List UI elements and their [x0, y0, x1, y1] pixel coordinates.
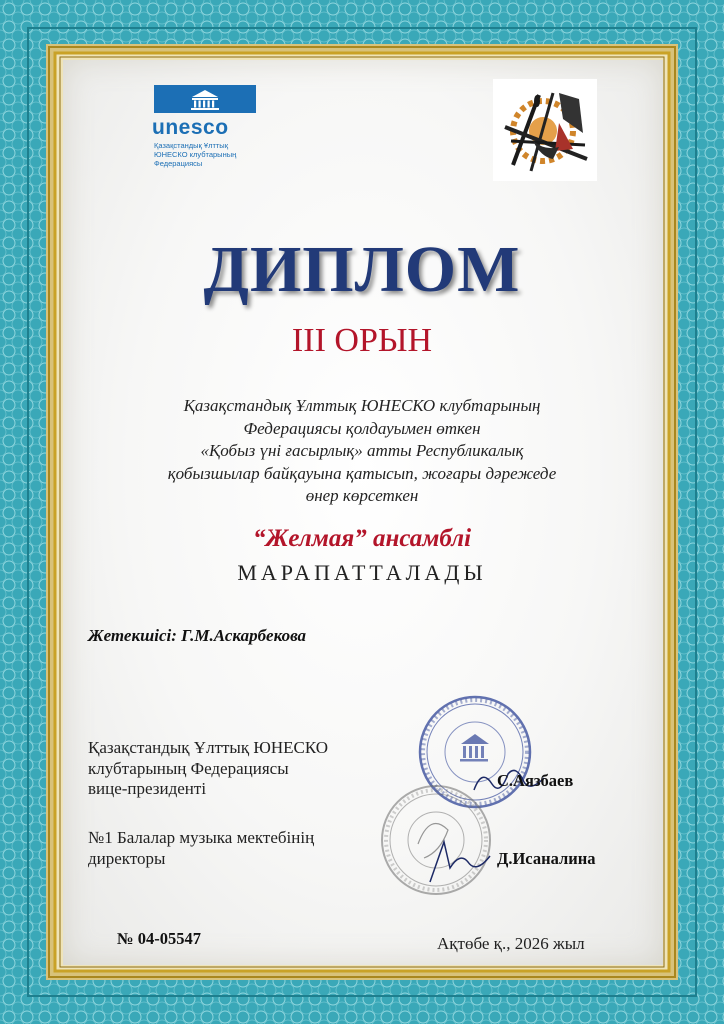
unesco-subtitle: Қазақстандық Ұлттық ЮНЕСКО клубтарының Федерациясы — [154, 141, 237, 168]
unesco-temple-icon — [154, 85, 256, 113]
position-line: вице-президенті — [88, 779, 207, 798]
signatory-2-name: Д.Исаналина — [497, 849, 596, 868]
unesco-logo — [150, 83, 262, 173]
signatory-1-position — [88, 738, 328, 800]
place-and-date: Ақтөбе қ., 2026 жыл — [437, 934, 585, 953]
award-place: III ОРЫН — [291, 322, 433, 359]
kobyz-emblem-icon — [493, 79, 597, 181]
signatory-2-position — [88, 828, 314, 869]
signatory-1-name: С.Аязбаев — [497, 771, 574, 790]
description-line: қобызшылар байқауына қатысып, жоғары дәрежеде — [167, 463, 557, 483]
position-line: директоры — [88, 848, 166, 868]
position-line: клубтарының Федерациясы — [88, 758, 289, 778]
recipient-name: “Желмая” ансамблі — [252, 525, 472, 552]
unesco-wordmark: unesco — [152, 116, 229, 139]
description-line: Федерациясы қолдауымен өткен — [243, 418, 481, 438]
description-line: өнер көрсеткен — [305, 486, 419, 505]
kobyz-emblem-logo — [493, 79, 597, 181]
description-line: Қазақстандық Ұлттық ЮНЕСКО клубтарының — [183, 396, 541, 415]
document-number: № 04-05547 — [117, 929, 201, 948]
awarded-label: МАРАПАТТАЛАДЫ — [237, 560, 487, 585]
position-line: №1 Балалар музыка мектебінің — [88, 828, 315, 847]
award-description — [0, 395, 724, 508]
signature-scribble-2 — [420, 832, 500, 887]
diploma-title: ДИПЛОМ — [203, 233, 521, 306]
description-line: «Қобыз үні ғасырлық» атты Республикалық — [200, 441, 524, 460]
leader-line: Жетекшісі: Г.М.Аскарбекова — [88, 626, 307, 645]
position-line: Қазақстандық Ұлттық ЮНЕСКО — [88, 738, 329, 757]
